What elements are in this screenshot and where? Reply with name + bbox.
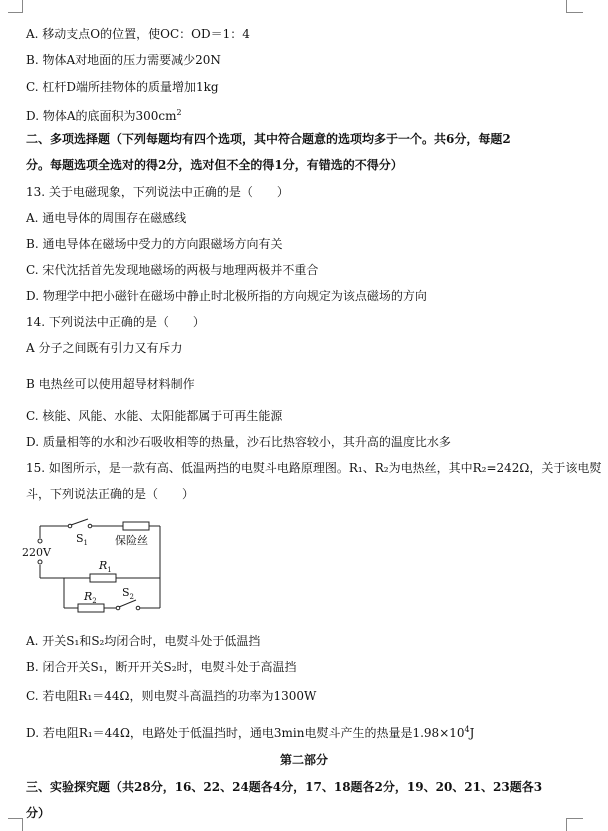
q13-option-b: B. 通电导体在磁场中受力的方向跟磁场方向有关 [26,237,283,251]
q14-option-b: B 电热丝可以使用超导材料制作 [26,377,195,391]
fuse-label: 保险丝 [115,534,148,547]
q15-option-b: B. 闭合开关S₁，断开开关S₂时，电熨斗处于高温挡 [26,660,297,674]
s1-label: $S_1$ [76,532,89,547]
q15-option-c: C. 若电阻R₁＝44Ω，则电熨斗高温挡的功率为1300W [26,689,317,703]
q13-option-c: C. 宋代沈括首先发现地磁场的两极与地理两极并不重合 [26,263,319,277]
q15-option-d-unit: J [469,726,475,740]
fuse-element [123,522,149,530]
q13-option-d: D. 物理学中把小磁针在磁场中静止时北极所指的方向规定为该点磁场的方向 [26,289,427,303]
q12-option-c: C. 杠杆D端所挂物体的质量增加1kg [26,80,219,94]
q15-stem-line1: 15. 如图所示，是一款有高、低温两挡的电熨斗电路原理图。R₁、R₂为电热丝，其中R₂=242Ω，关于该电熨 [26,461,602,475]
q14-option-d: D. 质量相等的水和沙石吸收相等的热量，沙石比热容较小，其升高的温度比水多 [26,435,451,449]
q15-stem-line2: 斗，下列说法正确的是（ ） [26,487,195,501]
switch-s1-blade [71,519,88,525]
terminal-top [38,539,42,543]
switch-s2-contact [136,606,140,610]
r2-label: $R_2$ [84,590,97,605]
crop-mark-top-left [8,0,23,13]
crop-mark-bottom-right [566,818,583,831]
voltage-label: 220V [22,546,51,559]
switch-s1-contact [88,524,92,528]
q14-option-a: A 分子之间既有引力又有斥力 [26,341,183,355]
q13-stem: 13. 关于电磁现象，下列说法中正确的是（ ） [26,185,289,199]
r1-label: $R_1$ [99,559,112,574]
q14-stem: 14. 下列说法中正确的是（ ） [26,315,205,329]
section2-heading-line2: 分。每题选项全选对的得2分，选对但不全的得1分，有错选的不得分） [26,158,403,172]
switch-s2-blade [119,600,136,607]
q15-option-d [26,722,474,741]
q15-option-d-text: D. 若电阻R₁＝44Ω，电路处于低温挡时，通电3min电熨斗产生的热量是1.98×10 [26,726,465,740]
section3-heading-line2: 分） [26,806,51,820]
resistor-r2 [78,604,104,612]
crop-mark-bottom-left [8,818,23,831]
q12-option-d-exponent: 2 [176,108,182,117]
crop-mark-top-right [566,0,583,13]
part2-title: 第二部分 [279,753,328,767]
circuit-diagram [20,510,170,625]
q13-option-a: A. 通电导体的周围存在磁感线 [26,211,187,225]
q12-option-b: B. 物体A对地面的压力需要减少20N [26,53,221,67]
section2-heading-line1: 二、多项选择题（下列每题均有四个选项，其中符合题意的选项均多于一个。共6分，每题2 [26,132,511,146]
q12-option-a: A. 移动支点O的位置，使OC：OD＝1：4 [26,27,250,41]
section3-heading-line1: 三、实验探究题（共28分，16、22、24题各4分，17、18题各2分，19、20、21、23题各3 [26,780,543,794]
q12-option-d [26,105,182,124]
terminal-bottom [38,560,42,564]
q12-option-d-text: D. 物体A的底面积为300cm [26,109,177,123]
resistor-r1 [90,574,116,582]
q15-option-d-exponent: 4 [464,725,470,734]
q15-option-a: A. 开关S₁和S₂均闭合时，电熨斗处于低温挡 [26,634,261,648]
s2-label: $S_2$ [122,586,135,601]
q14-option-c: C. 核能、风能、水能、太阳能都属于可再生能源 [26,409,283,423]
